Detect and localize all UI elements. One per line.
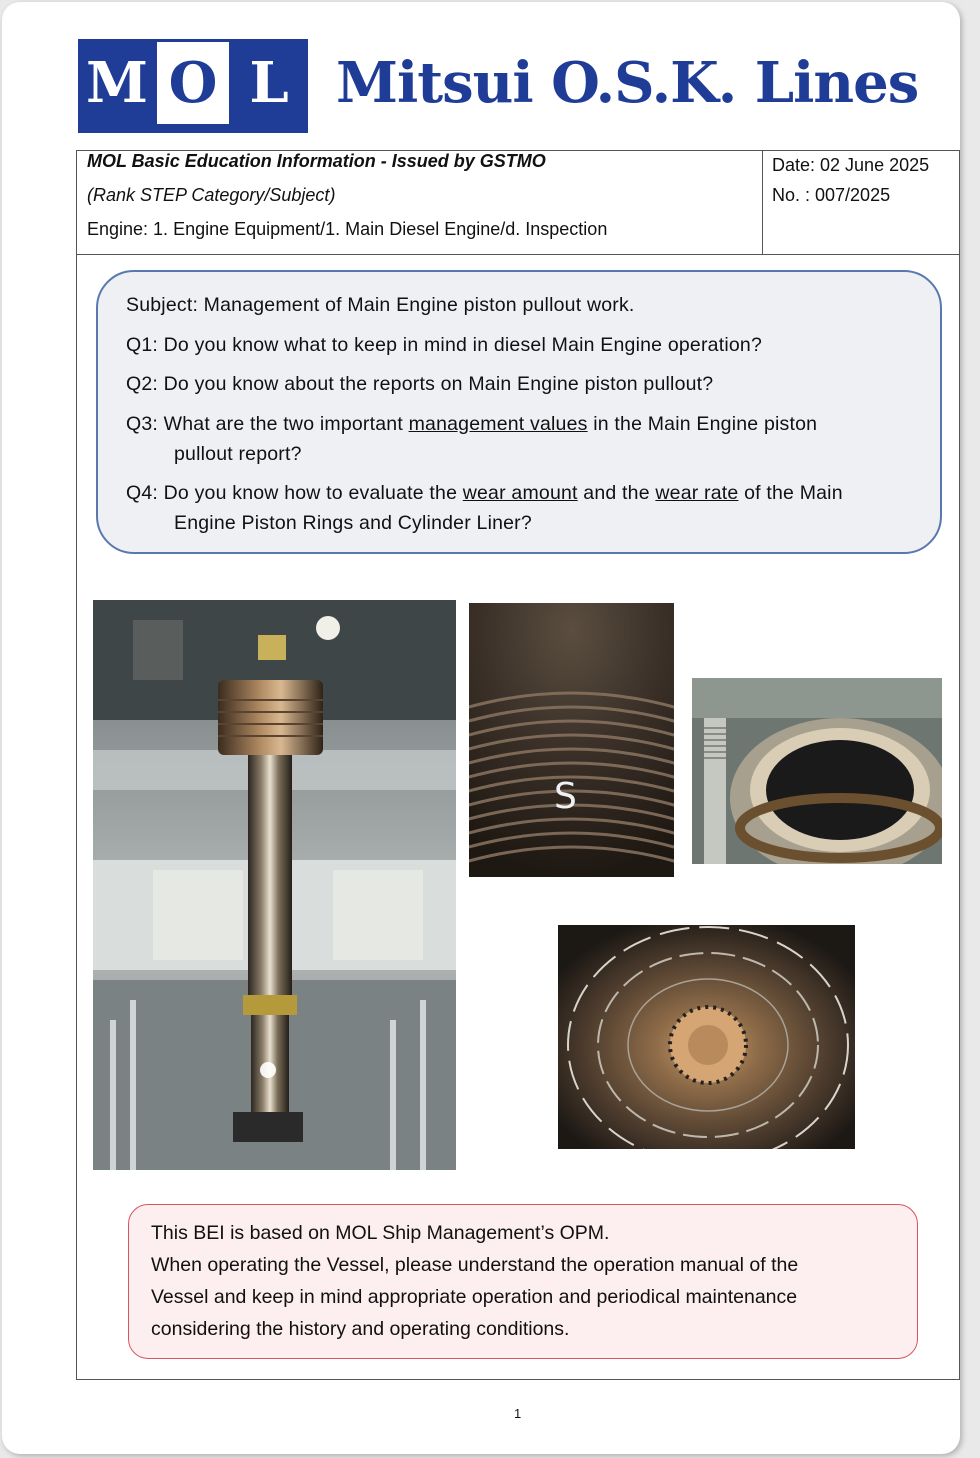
notice-line-4: considering the history and operating conditions. bbox=[151, 1318, 570, 1340]
question-4 bbox=[126, 482, 843, 505]
issue-number: No. : 007/2025 bbox=[772, 185, 891, 205]
notice-line-3: Vessel and keep in mind appropriate operation and periodical maintenance bbox=[151, 1286, 798, 1308]
logo-mark bbox=[78, 39, 308, 133]
question-4-keyword-2: wear rate bbox=[655, 482, 739, 504]
header-title: MOL Basic Education Information - Issued by GSTMO bbox=[87, 151, 546, 171]
piston-pullout-photo bbox=[93, 600, 456, 1170]
question-4-keyword-1: wear amount bbox=[462, 482, 578, 504]
notice-box bbox=[128, 1204, 918, 1359]
subject-line: Subject: Management of Main Engine piston pullout work. bbox=[126, 294, 635, 316]
logo-letter-o: O bbox=[157, 42, 229, 124]
header-subject-path: Engine: 1. Engine Equipment/1. Main Diesel Engine/d. Inspection bbox=[87, 219, 608, 239]
logo-letter-m: M bbox=[81, 42, 153, 124]
cylinder-liner-photo bbox=[469, 603, 674, 877]
question-2: Q2: Do you know about the reports on Main Engine piston pullout? bbox=[126, 373, 714, 395]
questions-box bbox=[96, 270, 942, 554]
page-number: 1 bbox=[514, 1406, 522, 1421]
liner-top-photo bbox=[692, 678, 942, 864]
question-4-text: Q4: Do you know how to evaluate the bbox=[126, 482, 463, 504]
question-4-text-end: of the Main bbox=[738, 482, 843, 504]
question-3-text-end: in the Main Engine piston bbox=[587, 413, 818, 435]
logo-letter-l: L bbox=[233, 42, 305, 124]
question-3 bbox=[126, 413, 817, 436]
cylinder-bore-photo bbox=[558, 925, 855, 1149]
question-4-text-mid: and the bbox=[577, 482, 656, 504]
question-4-continued: Engine Piston Rings and Cylinder Liner? bbox=[174, 512, 532, 534]
question-1: Q1: Do you know what to keep in mind in diesel Main Engine operation? bbox=[126, 334, 763, 356]
header-category: (Rank STEP Category/Subject) bbox=[87, 185, 336, 205]
notice-line-2: When operating the Vessel, please understand the operation manual of the bbox=[151, 1254, 799, 1276]
notice-line-1: This BEI is based on MOL Ship Management’s OPM. bbox=[151, 1222, 610, 1244]
header-info bbox=[77, 151, 763, 255]
issue-date: Date: 02 June 2025 bbox=[772, 155, 930, 175]
company-name: Mitsui O.S.K. Lines bbox=[336, 50, 919, 116]
mol-logo bbox=[78, 42, 919, 130]
liner-mark: S bbox=[554, 776, 577, 817]
question-3-text: Q3: What are the two important bbox=[126, 413, 409, 435]
header-meta bbox=[763, 151, 959, 255]
question-3-keyword: management values bbox=[408, 413, 588, 435]
question-3-continued: pullout report? bbox=[174, 443, 302, 465]
